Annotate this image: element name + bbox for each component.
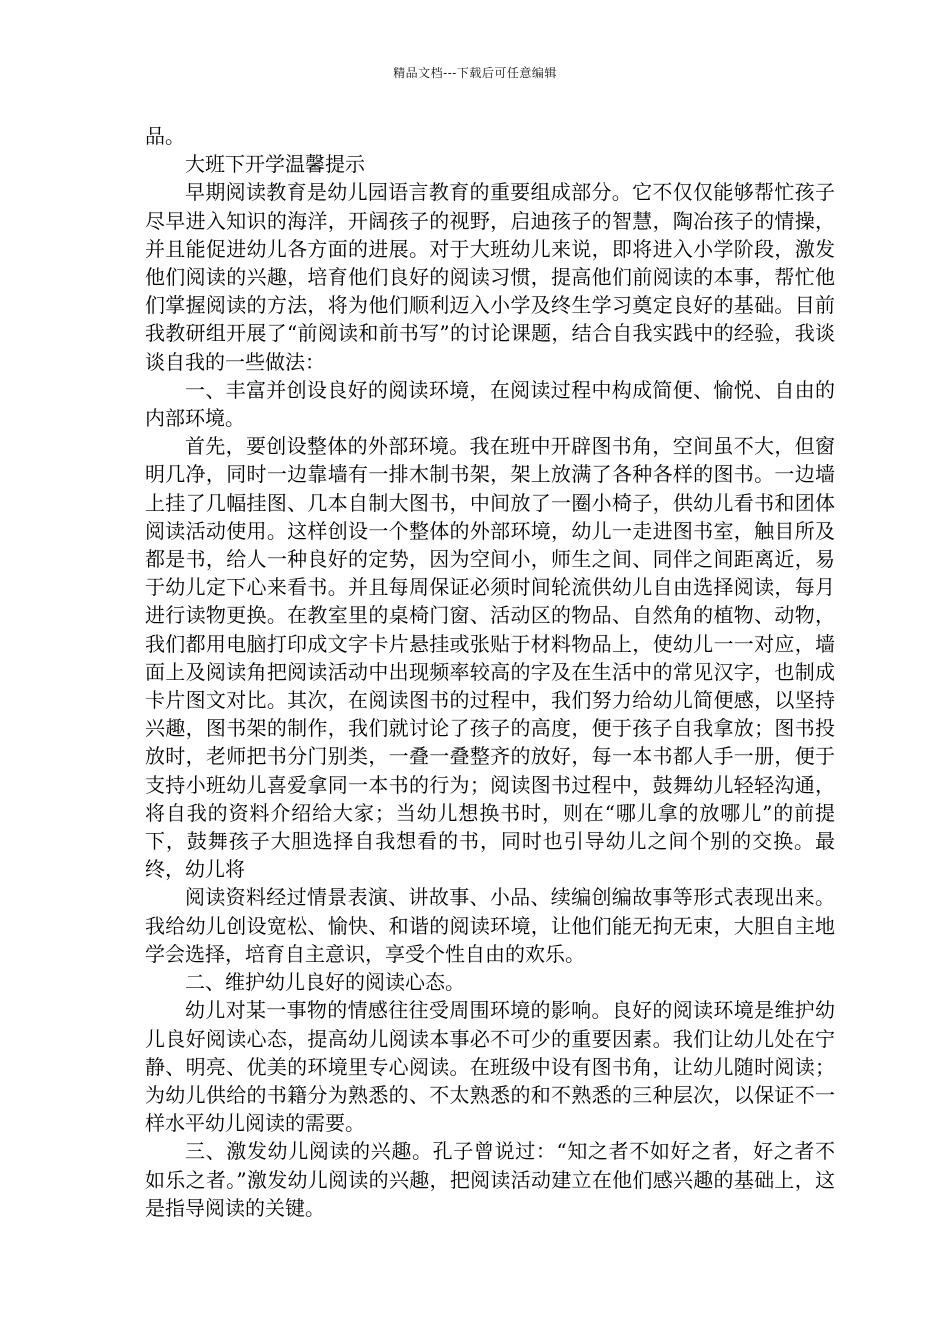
- page-header: 精品文档---下载后可任意编辑: [393, 66, 557, 80]
- paragraph-reading-materials: 阅读资料经过情景表演、讲故事、小品、续编创编故事等形式表现出来。我给幼儿创设宽松、愉快、和谐的阅读环境，让他们能无拘无束，大胆自主地学会选择，培育自主意识，享受个性自由的欢乐。: [145, 885, 835, 966]
- heading-one: 一、丰富并创设良好的阅读环境，在阅读过程中构成简便、愉悦、自由的内部环境。: [145, 377, 835, 431]
- heading-two: 二、维护幼儿良好的阅读心态。: [185, 970, 465, 995]
- section-title: 大班下开学温馨提示: [185, 152, 365, 177]
- document-body: [145, 122, 835, 1222]
- paragraph-mindset: 幼儿对某一事物的情感往往受周围环境的影响。良好的阅读环境是维护幼儿良好阅读心态，提高幼儿阅读本事必不可少的重要因素。我们让幼儿处在宁静、明亮、优美的环境里专心阅读。在班级中设有图书角，让幼儿随时阅读；为幼儿供给的书籍分为熟悉的、不太熟悉的和不熟悉的三种层次，以保证不一样水平幼儿阅读的需要。: [145, 998, 835, 1136]
- paragraph-intro: 早期阅读教育是幼儿园语言教育的重要组成部分。它不仅仅能够帮忙孩子尽早进入知识的海洋，开阔孩子的视野，启迪孩子的智慧，陶冶孩子的情操，并且能促进幼儿各方面的进展。对于大班幼儿来说，即将进入小学阶段，激发他们阅读的兴趣，培育他们良好的阅读习惯，提高他们前阅读的本事，帮忙他们掌握阅读的方法，将为他们顺利迈入小学及终生学习奠定良好的基础。目前我教研组开展了“前阅读和前书写”的讨论课题，结合自我实践中的经验，我谈谈自我的一些做法：: [145, 180, 835, 374]
- paragraph-environment: 首先，要创设整体的外部环境。我在班中开辟图书角，空间虽不大，但窗明几净，同时一边靠墙有一排木制书架，架上放满了各种各样的图书。一边墙上挂了几幅挂图、几本自制大图书，中间放了一圈小椅子，供幼儿看书和团体阅读活动使用。这样创设一个整体的外部环境，幼儿一走进图书室，触目所及都是书，给人一种良好的定势，因为空间小，师生之间、同伴之间距离近，易于幼儿定下心来看书。并且每周保证必须时间轮流供幼儿自由选择阅读，每月进行读物更换。在教室里的桌椅门窗、活动区的物品、自然角的植物、动物，我们都用电脑打印成文字卡片悬挂或张贴于材料物品上，使幼儿一一对应，墙面上及阅读角把阅读活动中出现频率较高的字及在生活中的常见汉字，也制成卡片图文对比。其次，在阅读图书的过程中，我们努力给幼儿简便感，以坚持兴趣，图书架的制作，我们就讨论了孩子的高度，便于孩子自我拿放；图书投放时，老师把书分门别类，一叠一叠整齐的放好，每一本书都人手一册，便于支持小班幼儿喜爱拿同一本书的行为；阅读图书过程中，鼓舞幼儿轻轻沟通，将自我的资料介绍给大家；当幼儿想换书时，则在“哪儿拿的放哪儿”的前提下，鼓舞孩子大胆选择自我想看的书，同时也引导幼儿之间个别的交换。最终，幼儿将: [145, 434, 835, 882]
- paragraph-fragment: 品。: [145, 124, 185, 148]
- heading-three: 三、激发幼儿阅读的兴趣。孔子曾说过：“知之者不如好之者，好之者不如乐之者。”激发幼儿阅读的兴趣，把阅读活动建立在他们感兴趣的基础上，这是指导阅读的关键。: [145, 1139, 835, 1220]
